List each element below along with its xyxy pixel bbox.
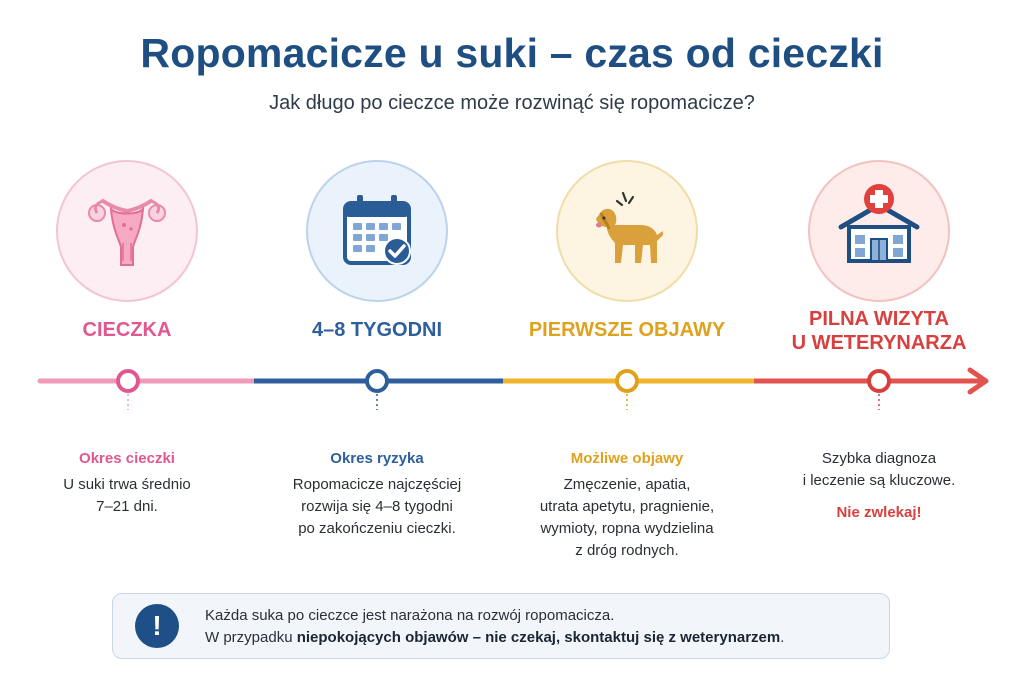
- timeline-node-1: [118, 371, 138, 391]
- vet-clinic-icon: [829, 181, 929, 281]
- timeline-node-4: [869, 371, 889, 391]
- note-text: [205, 605, 784, 649]
- stage-4-description: [759, 448, 999, 524]
- stage-2-title: 4–8 TYGODNI: [311, 319, 443, 341]
- exclamation-icon: !: [135, 604, 179, 648]
- note-line-2-suffix: .: [780, 629, 785, 646]
- stage-1-icon-circle: [56, 160, 198, 302]
- urgent-warning: Nie zwlekaj!: [836, 504, 922, 521]
- stage-1-desc-body: U suki trwa średnio 7–21 dni.: [63, 476, 191, 515]
- calendar-check-icon: [327, 181, 427, 281]
- stage-2-description: [257, 448, 497, 540]
- note-line-2: [205, 627, 784, 649]
- stage-2-icon-circle: [306, 160, 448, 302]
- dog-icon: [577, 181, 677, 281]
- note-line-1: Każda suka po cieczce jest narażona na rozwój ropomacicza.: [205, 607, 615, 624]
- stage-3-desc-body: Zmęczenie, apatia, utrata apetytu, pragnienie, wymioty, ropna wydzielina z dróg rodnych.: [539, 476, 715, 559]
- timeline-node-2: [367, 371, 387, 391]
- stage-3-icon-circle: [556, 160, 698, 302]
- page-subtitle: Jak długo po cieczce może rozwinąć się ropomacicze?: [269, 92, 755, 114]
- stage-1-title: CIECZKA: [82, 319, 172, 341]
- page-title: Ropomacicze u suki – czas od cieczki: [140, 30, 884, 76]
- stage-2-desc-body: Ropomacicze najczęściej rozwija się 4–8 tygodni po zakończeniu cieczki.: [292, 476, 462, 537]
- stage-3-description: [507, 448, 747, 562]
- stage-1-description: [7, 448, 247, 518]
- stage-3-title: PIERWSZE OBJAWY: [528, 319, 726, 341]
- info-note: [112, 593, 890, 659]
- timeline-node-3: [617, 371, 637, 391]
- stage-2-desc-head: Okres ryzyka: [330, 450, 424, 467]
- stage-1-desc-head: Okres cieczki: [79, 450, 175, 467]
- stage-4-title: PILNA WIZYTA U WETERYNARZA: [791, 308, 967, 354]
- uterus-icon: [77, 181, 177, 281]
- note-line-2-prefix: W przypadku: [205, 629, 297, 646]
- timeline: [0, 360, 1024, 410]
- note-line-2-bold: niepokojących objawów – nie czekaj, skontaktuj się z weterynarzem: [296, 629, 781, 646]
- stage-3-desc-head: Możliwe objawy: [570, 450, 684, 467]
- stage-4-icon-circle: [808, 160, 950, 302]
- stage-4-desc-body: Szybka diagnoza i leczenie są kluczowe.: [802, 450, 956, 489]
